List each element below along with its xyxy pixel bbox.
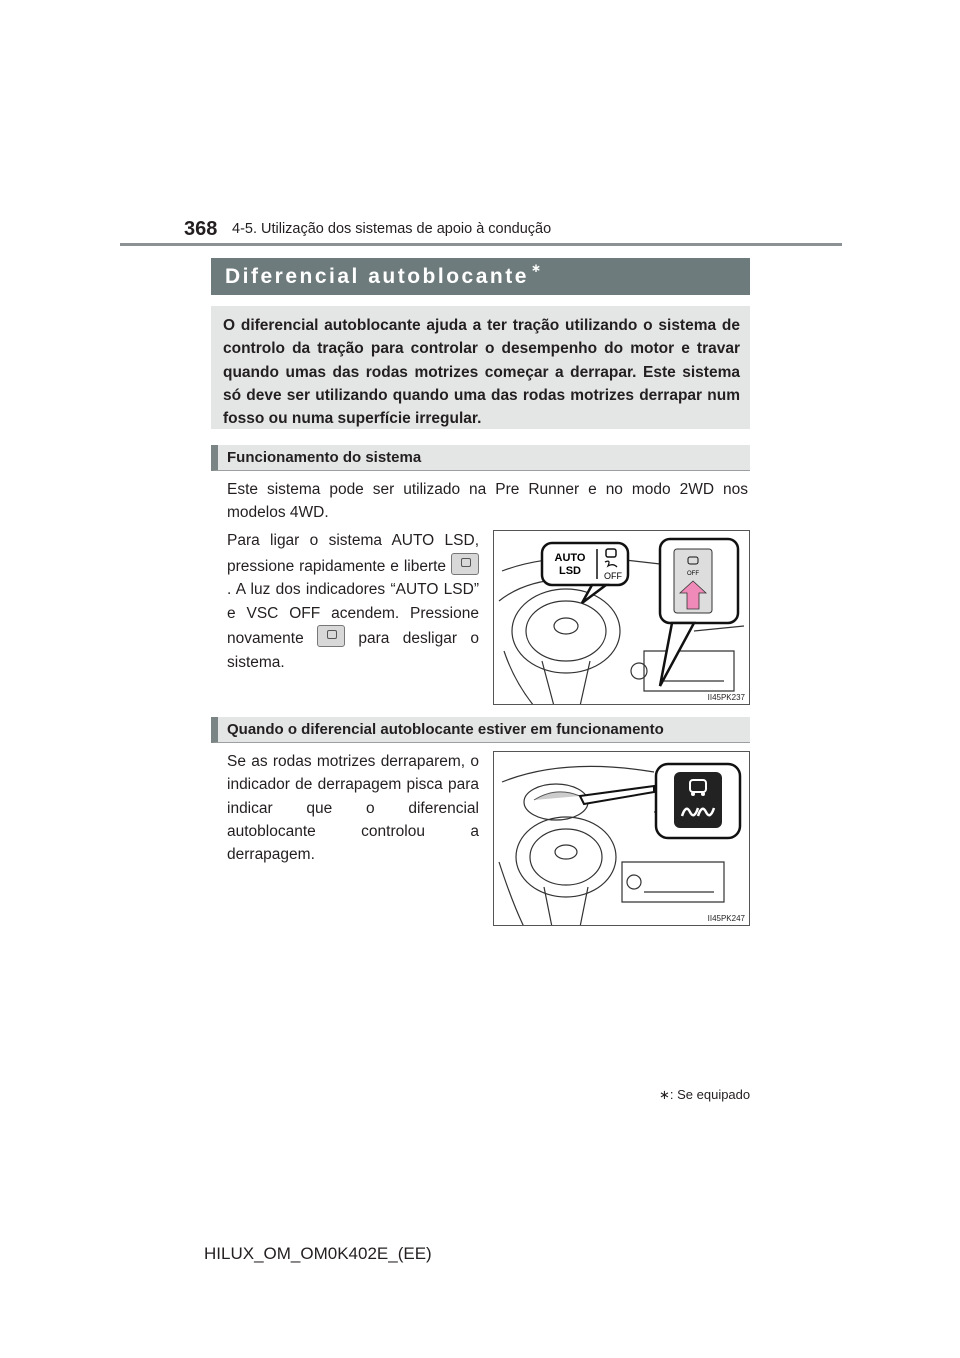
section-title-bar <box>211 258 750 295</box>
callout-auto-label: AUTO <box>554 552 586 564</box>
auto-lsd-switch-icon <box>451 553 479 575</box>
paragraph-usage: Este sistema pode ser utilizado na Pre Runner e no modo 2WD nos modelos 4WD. <box>227 481 748 522</box>
intro-text: O diferencial autoblocante ajuda a ter tração utilizando o sistema de controlo da tração para controlar o desempenho do motor e travar quando umas das rodas motrizes começar a derrapar. Este sistema só deve ser utilizando quando uma das rodas motrizes derrapar num fosso ou numa superfície irregular. <box>223 317 740 428</box>
section-title-text: Diferencial autoblocante <box>225 265 529 288</box>
callout-lsd-label: LSD <box>559 565 581 577</box>
callout-off-label: OFF <box>604 571 622 581</box>
header-rule <box>120 243 842 246</box>
activation-text-a: Para ligar o sistema AUTO LSD, pressione rapidamente e liberte <box>227 532 479 575</box>
page-number: 368 <box>184 218 218 240</box>
subheading-bar-operation <box>211 445 750 471</box>
switch-off-label: OFF <box>687 571 699 577</box>
dashboard-illustration-2 <box>494 752 750 926</box>
figure-code: II45PK237 <box>707 693 745 702</box>
paragraph-activation <box>227 529 479 674</box>
equipped-mark: ∗ <box>530 261 541 275</box>
figure-slip-indicator <box>493 751 750 926</box>
figure-dashboard-switch <box>493 530 750 705</box>
auto-lsd-switch-icon <box>317 625 345 647</box>
activation-text-c: para desligar o sistema. <box>227 630 479 671</box>
subheading-active: Quando o diferencial autoblocante estiver em funcionamento <box>227 721 664 738</box>
section-title <box>225 261 541 289</box>
document-code: HILUX_OM_OM0K402E_(EE) <box>204 1244 432 1263</box>
subheading-operation: Funcionamento do sistema <box>227 449 422 466</box>
paragraph-slip-indicator: Se as rodas motrizes derraparem, o indicador de derrapagem pisca para indicar que o diferencial autoblocante controlou a derrapagem. <box>227 753 479 864</box>
dashboard-illustration <box>494 531 750 705</box>
footnote-equipped: ∗: Se equipado <box>659 1087 751 1102</box>
intro-box <box>211 306 750 429</box>
subheading-bar-active <box>211 717 750 743</box>
chapter-title: 4-5. Utilização dos sistemas de apoio à condução <box>232 221 552 237</box>
figure-code: II45PK247 <box>707 914 745 923</box>
activation-text-b: . A luz dos indicadores “AUTO LSD” e VSC OFF acendem. Pressione novamente <box>227 581 479 647</box>
